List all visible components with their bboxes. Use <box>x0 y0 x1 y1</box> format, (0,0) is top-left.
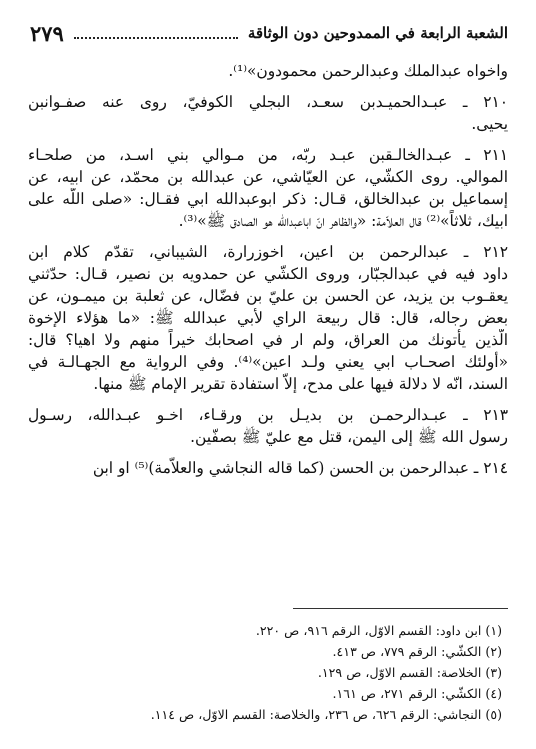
footnotes <box>28 620 502 725</box>
text-line: رسول الله ﷺ إلى اليمن، قتل مع عليّ ﷺ بصفّين. <box>190 428 508 446</box>
text-line: إسماعيل بن عبدالخالق، قـال: ذكر ابوعبدالله ابي فقـال: «صلى اللّه على <box>28 190 508 208</box>
text-line: يعقـوب بن يزيد، عن الحسن بن عليّ بن فضّال، عن ثعلبة بن ميمـون، عن <box>28 287 508 305</box>
footnote: (٢) الكشّي: الرقم ٧٧٩، ص ٤١٣. <box>332 644 502 659</box>
text-line: الّذين يأتونك من العراق، ولم ار في اصحابك خيراً منهم ولا اهيا؟ قال: <box>28 331 508 349</box>
paragraph <box>28 241 508 395</box>
text-line: ٢١٤ ـ عبدالرحمن بن الحسن (كما قاله النجاشي والعلاّمة)⁽⁵⁾ او ابن <box>92 459 508 477</box>
text-line: ٢١٠ ـ عبـدالحميـدبن سعـد، البجلي الكوفيّ، روى عنه صفـوانبن <box>28 93 508 111</box>
text-line: بعض رجاله، قال: قال ربيعة الراي لأبي عبدالله ﷺ: «ما هؤلاء الإخوة <box>28 309 508 327</box>
page-number: ٢٧٩ <box>30 20 64 46</box>
paragraph <box>28 457 508 479</box>
text-line: داود فيه في عبدالجبّار، وروى الكشّي عن حمدويه بن نصير، قـال: حدّثني <box>28 265 508 283</box>
text-line: «أولئك اصحـاب ابي يعني ولـد اعين»⁽⁴⁾. وفي الرواية مع الجهـالـة في <box>28 353 508 371</box>
footnote-divider <box>293 608 508 609</box>
text-line: واخواه عبدالملك وعبدالرحمن محمودون»⁽¹⁾. <box>228 62 508 80</box>
page-body <box>28 60 508 479</box>
footnote: (٤) الكشّي: الرقم ٢٧١، ص ١٦١. <box>332 686 502 701</box>
text-line: ٢١١ ـ عبـدالخالـقبن عبـد ربّه، من مـوالي بني اسـد، من صلحـاء <box>28 146 508 164</box>
paragraph <box>28 144 508 232</box>
text-line: ابيك، ثلاثاً»⁽²⁾ قال العلاّمة: «والظاهر انّ اباعبدالله هو الصادق ﷺ»⁽³⁾. <box>178 212 508 230</box>
footnote: (٣) الخلاصة: القسم الاوّل، ص ١٢٩. <box>317 665 502 680</box>
text-line: يحيى. <box>471 115 508 133</box>
header-leader-dots <box>74 27 238 39</box>
footnote: (١) ابن داود: القسم الاوّل، الرقم ٩١٦، ص ٢٢٠. <box>255 623 502 638</box>
text-line: ٢١٢ ـ عبدالرحمن بن اعين، اخوزرارة، الشيباني، تقدّم كلام ابن <box>28 243 508 261</box>
page-header <box>30 18 508 48</box>
running-title: الشعبة الرابعة في الممدوحين دون الوثاقة <box>247 24 508 42</box>
text-line: السند، انّه لا دلالة فيها على مدح، إلاّ استفادة تقرير الإمام ﷺ منها. <box>93 375 508 393</box>
text-line: الموالي. روى الكشّي، عن العيّاشي، عن عبدالله بن محمّد، عن ابيه، عن <box>28 168 508 186</box>
footnote: (٥) النجاشي: الرقم ٦٢٦، ص ٢٣٦، والخلاصة: القسم الاوّل، ص ١١٤. <box>150 707 502 722</box>
paragraph <box>28 404 508 448</box>
text-line: ٢١٣ ـ عبـدالرحمـن بن بديـل بن ورقـاء، اخـو عبـدالله، رسـول <box>28 406 508 424</box>
paragraph <box>28 91 508 135</box>
paragraph <box>28 60 508 82</box>
